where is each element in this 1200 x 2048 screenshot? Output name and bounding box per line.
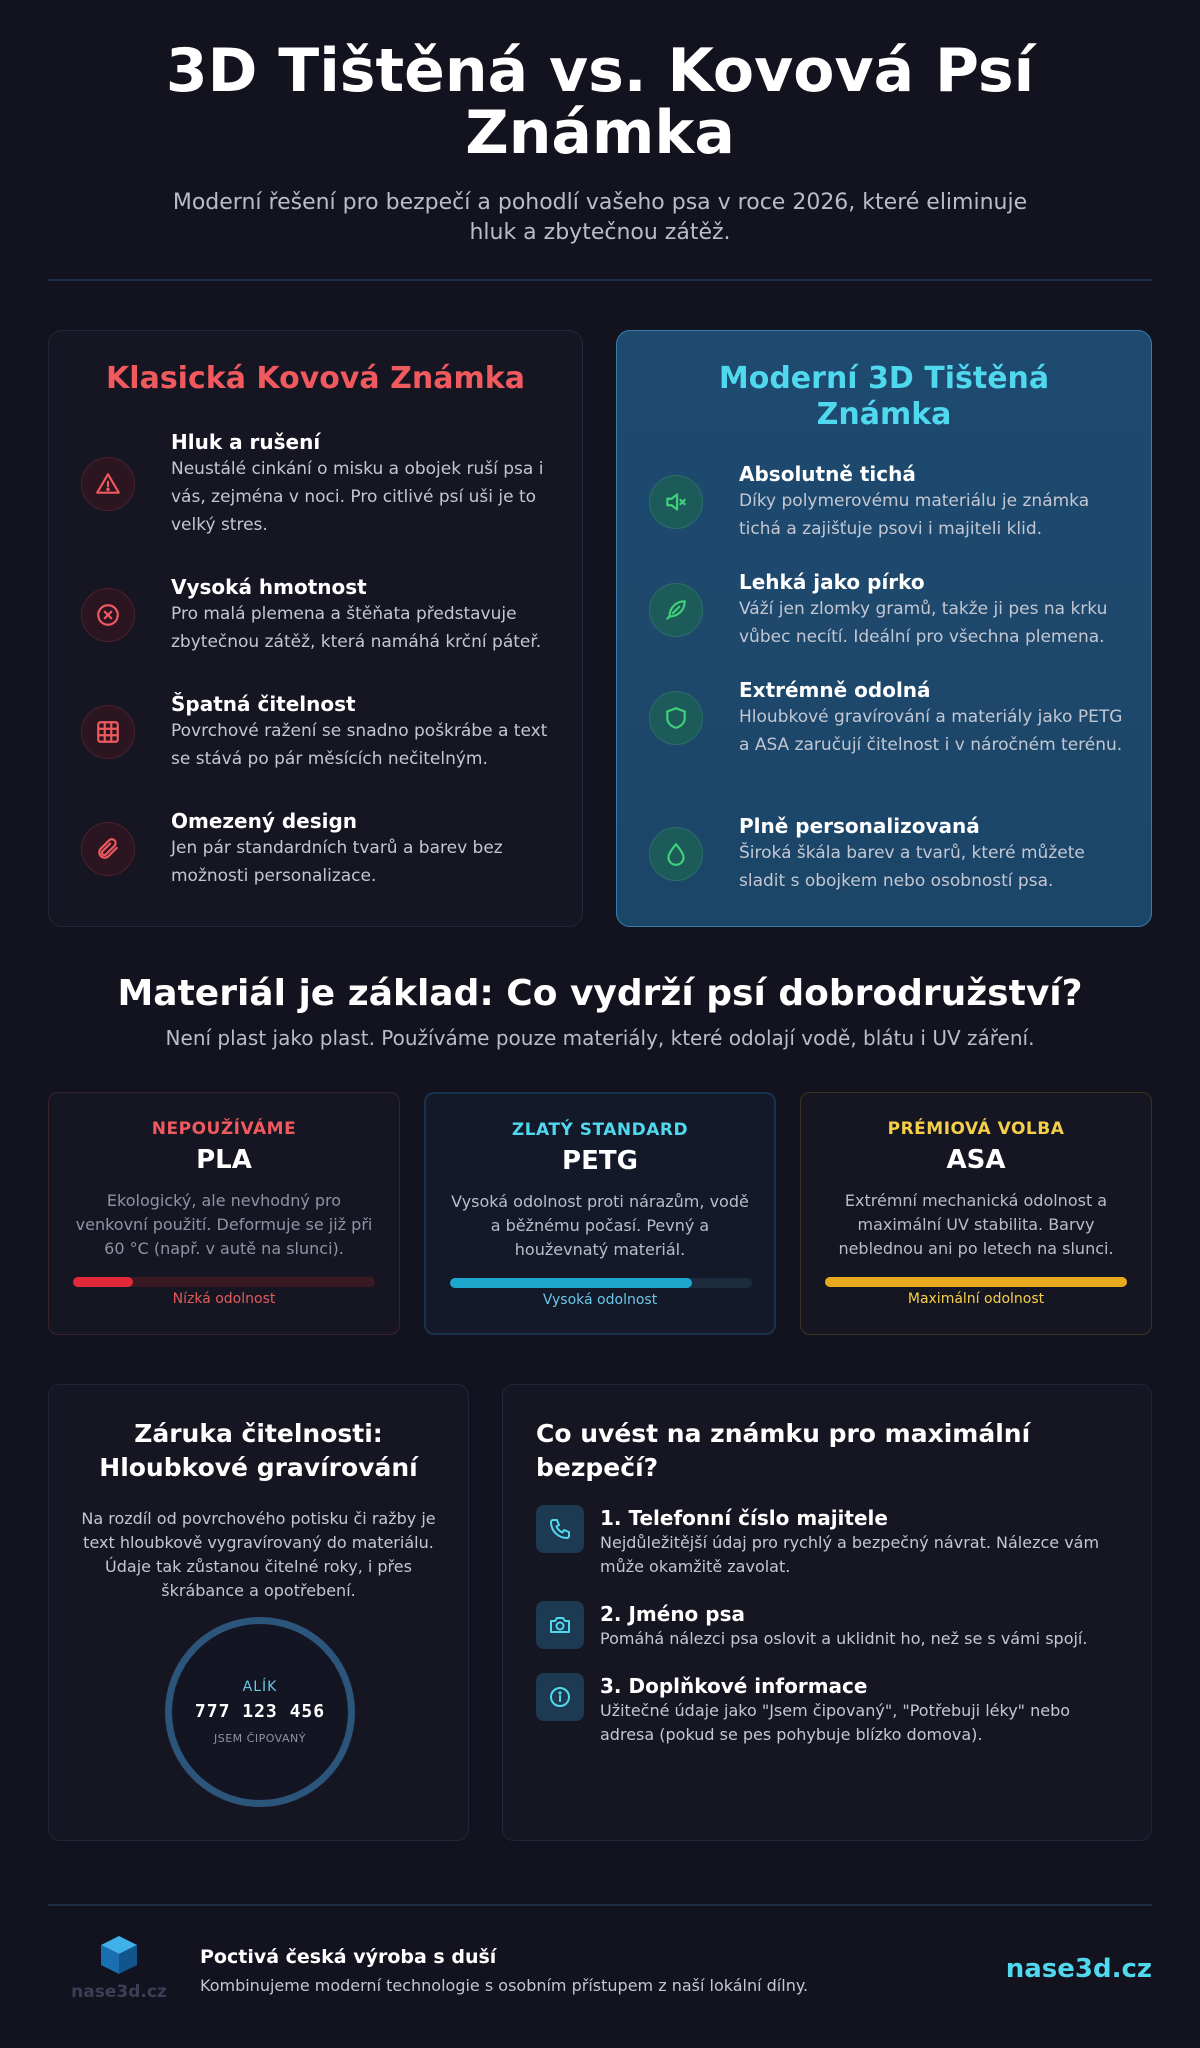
modern-feature	[649, 677, 1129, 759]
metal-card-title: Klasická Kovová Známka	[106, 361, 525, 396]
tag-preview	[165, 1617, 355, 1807]
tag-dog-name: ALÍK	[242, 1679, 278, 1695]
durability-label: Vysoká odolnost	[542, 1292, 658, 1308]
safety-item-desc: Užitečné údaje jako "Jsem čipovaný", "Potřebuji léky" nebo adresa (pokud se pes pohybuje blízko domova).	[600, 1701, 1071, 1744]
modern-feature	[649, 813, 1129, 895]
modern-card-title: Moderní 3D Tištěná Známka	[718, 361, 1050, 432]
feature-desc: Váží jen zlomky gramů, takže ji pes na krku vůbec necítí. Ideální pro všechna plemena.	[739, 599, 1108, 647]
shield-icon	[649, 691, 703, 745]
feather-icon	[649, 583, 703, 637]
durability-label: Maximální odolnost	[907, 1291, 1045, 1307]
feature-desc: Pro malá plemena a štěňata představuje zbytečnou zátěž, která namáhá krční páteř.	[171, 604, 542, 652]
info-icon	[536, 1673, 584, 1721]
modern-feature	[649, 569, 1129, 651]
material-card-asa	[800, 1092, 1152, 1335]
feature-title: Vysoká hmotnost	[171, 575, 367, 599]
metal-feature	[81, 691, 561, 773]
camera-icon	[536, 1601, 584, 1649]
page-subtitle: Moderní řešení pro bezpečí a pohodlí vašeho psa v roce 2026, které eliminuje hluk a zbytečnou zátěž.	[172, 190, 1028, 245]
modern-tag-card	[616, 330, 1152, 927]
logo-wordmark: nase3d.cz	[71, 1982, 167, 2002]
feature-title: Omezený design	[171, 809, 358, 833]
website-link[interactable]: nase3d.cz	[1005, 1954, 1152, 1984]
metal-tag-card	[48, 330, 583, 927]
cube-icon	[99, 1934, 139, 1976]
safety-item-title: 1. Telefonní číslo majitele	[600, 1506, 888, 1530]
page-title: 3D Tištěná vs. Kovová Psí Známka	[165, 36, 1035, 168]
material-card-petg	[424, 1092, 776, 1335]
material-tag: PRÉMIOVÁ VOLBA	[887, 1119, 1065, 1139]
materials-title: Materiál je základ: Co vydrží psí dobrodružství?	[117, 973, 1083, 1014]
safety-item-desc: Pomáhá nálezci psa oslovit a uklidnit ho, než se s vámi spojí.	[600, 1629, 1088, 1648]
paperclip-icon	[81, 822, 135, 876]
safety-card	[502, 1384, 1152, 1841]
feature-desc: Hloubkové gravírování a materiály jako PETG a ASA zaručují čitelnost i v náročném terénu.	[739, 707, 1123, 755]
tag-phone: 777 123 456	[194, 1701, 326, 1722]
footer	[48, 1904, 1152, 2024]
feature-desc: Povrchové ražení se snadno poškrábe a text se stává po pár měsících nečitelným.	[171, 721, 548, 769]
metal-feature	[81, 574, 561, 656]
safety-title: Co uvést na známku pro maximální bezpečí?	[536, 1419, 1031, 1482]
feature-title: Extrémně odolná	[739, 678, 931, 702]
safety-item	[536, 1601, 1126, 1651]
material-tag: ZLATÝ STANDARD	[511, 1120, 689, 1140]
material-card-pla	[48, 1092, 400, 1335]
metal-feature	[81, 808, 561, 890]
durability-fill	[450, 1278, 692, 1288]
material-tag: NEPOUŽÍVÁME	[151, 1119, 297, 1139]
modern-feature	[649, 461, 1129, 543]
feature-desc: Díky polymerovému materiálu je známka tichá a zajišťuje psovi i majiteli klid.	[739, 491, 1090, 539]
material-name: ASA	[946, 1145, 1006, 1175]
droplet-icon	[649, 827, 703, 881]
engraving-card	[48, 1384, 469, 1841]
grid-icon	[81, 705, 135, 759]
engraving-title: Záruka čitelnosti: Hloubkové gravírování	[99, 1419, 418, 1482]
material-desc: Ekologický, ale nevhodný pro venkovní použití. Deformuje se již při 60 °C (např. v autě na slunci).	[75, 1191, 373, 1258]
durability-fill	[73, 1277, 133, 1287]
phone-icon	[536, 1505, 584, 1553]
footer-title: Poctivá česká výroba s duší	[200, 1946, 497, 1968]
safety-item	[536, 1673, 1126, 1747]
material-desc: Extrémní mechanická odolnost a maximální UV stabilita. Barvy neblednou ani po letech na slunci.	[838, 1191, 1114, 1258]
footer-subtitle: Kombinujeme moderní technologie s osobním přístupem z naší lokální dílny.	[200, 1976, 809, 1995]
safety-item-title: 2. Jméno psa	[600, 1602, 745, 1626]
material-name: PETG	[562, 1146, 638, 1176]
metal-feature	[81, 429, 561, 539]
durability-label: Nízká odolnost	[172, 1291, 276, 1307]
tag-note: JSEM ČIPOVANÝ	[214, 1732, 306, 1745]
durability-bar	[450, 1278, 752, 1288]
safety-item-desc: Nejdůležitější údaj pro rychlý a bezpečný návrat. Nálezce vám může okamžitě zavolat.	[600, 1533, 1100, 1576]
x-circle-icon	[81, 588, 135, 642]
feature-desc: Neustálé cinkání o misku a obojek ruší psa i vás, zejména v noci. Pro citlivé psí uši je to velký stres.	[171, 459, 544, 535]
material-name: PLA	[196, 1145, 252, 1175]
divider	[48, 279, 1152, 281]
brand-logo	[64, 1934, 174, 2002]
feature-desc: Široká škála barev a tvarů, které můžete sladit s obojkem nebo osobností psa.	[739, 843, 1085, 891]
hero	[48, 36, 1152, 248]
feature-title: Lehká jako pírko	[739, 570, 925, 594]
materials-header	[48, 970, 1152, 1050]
durability-fill	[825, 1277, 1127, 1287]
durability-bar	[73, 1277, 375, 1287]
material-desc: Vysoká odolnost proti nárazům, vodě a běžnému počasí. Pevný a houževnatý materiál.	[451, 1192, 749, 1259]
warning-triangle-icon	[81, 457, 135, 511]
safety-item	[536, 1505, 1126, 1579]
engraving-desc: Na rozdíl od povrchového potisku či ražby je text hloubkově vygravírovaný do materiálu. Údaje tak zůstanou čitelné roky, i přes škrábance a opotřebení.	[81, 1509, 436, 1600]
feature-title: Hluk a rušení	[171, 430, 321, 454]
volume-mute-icon	[649, 475, 703, 529]
materials-subtitle: Není plast jako plast. Používáme pouze materiály, které odolají vodě, blátu i UV záření.	[165, 1026, 1035, 1050]
feature-title: Absolutně tichá	[739, 462, 916, 486]
feature-desc: Jen pár standardních tvarů a barev bez možnosti personalizace.	[171, 838, 503, 886]
durability-bar	[825, 1277, 1127, 1287]
feature-title: Špatná čitelnost	[171, 692, 356, 716]
feature-title: Plně personalizovaná	[739, 814, 980, 838]
safety-item-title: 3. Doplňkové informace	[600, 1674, 868, 1698]
